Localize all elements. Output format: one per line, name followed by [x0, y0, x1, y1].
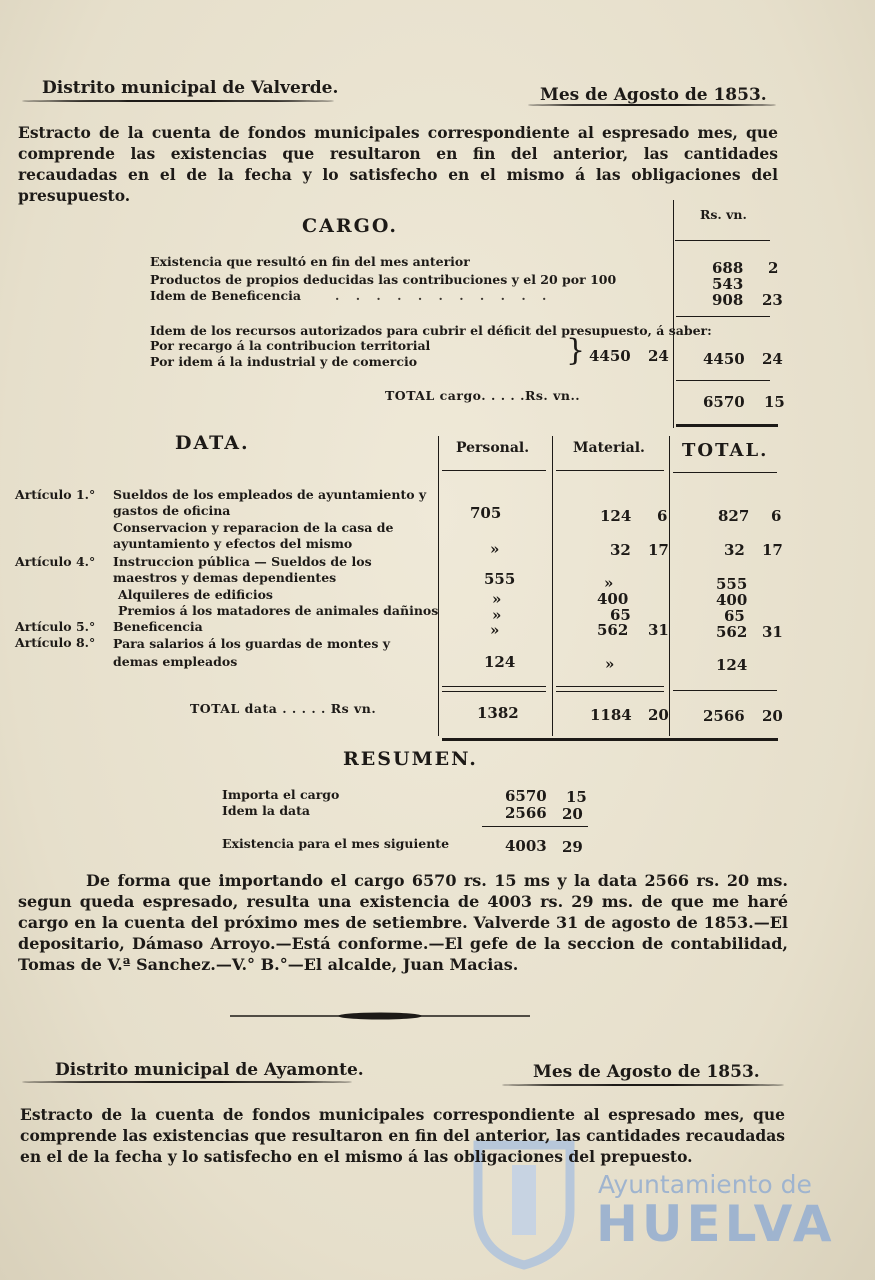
recursos-subtotal-rs: 4450 — [589, 347, 631, 365]
total-value: 555 — [716, 575, 748, 593]
cargo-row-ms: 2 — [768, 259, 779, 277]
total-ms: 17 — [762, 541, 783, 559]
total-ms: 6 — [771, 507, 782, 525]
total-ms: 31 — [762, 623, 783, 641]
intro-paragraph: Estracto de la cuenta de fondos municipales correspondiente al espresado mes, que comprende las existencias que resultaron en fin del anterior, las cantidades recaudadas en el de la fecha y lo satisfecho en el mismo á las obligaciones del presupuesto. — [18, 123, 778, 205]
data-title: DATA. — [175, 432, 250, 454]
recargo-label: Por recargo á la contribucion territorial — [150, 338, 431, 353]
closing-paragraph: De forma que importando el cargo 6570 rs. 15 ms y la data 2566 rs. 20 ms. segun queda espresado, resulta una existencia de 4003 rs. 29 ms. de que me haré cargo en la cuenta del próximo mes de setiembre. Valverde 31 de agosto de 1853.—El depositario, Dámaso Arroyo.—Está conforme.—El gefe de la seccion de contabilidad, Tomas de V.ª Sanchez.—V.° B.°—El alcalde, Juan Macias. — [18, 871, 788, 974]
data-total-material-ms: 20 — [648, 706, 669, 724]
material-value: » — [604, 574, 614, 592]
article-label: Artículo 8.° — [15, 635, 96, 650]
article-label: Artículo 1.° — [15, 487, 96, 502]
personal-value: 705 — [470, 504, 502, 522]
concept-label: Premios á los matadores de animales dañinos — [118, 603, 439, 618]
recursos-label: Idem de los recursos autorizados para cubrir el déficit del presupuesto, á saber: — [150, 323, 712, 338]
col-personal: Personal. — [456, 440, 530, 456]
col-material: Material. — [573, 440, 645, 456]
total-value: 827 — [718, 507, 750, 525]
resumen-data-rs: 2566 — [505, 804, 547, 822]
brace-icon: } — [566, 333, 586, 368]
cargo-row-rs: 688 — [712, 259, 744, 277]
district-title: Distrito municipal de Valverde. — [42, 78, 339, 98]
material-value: 65 — [610, 606, 631, 624]
article-label: Artículo 5.° — [15, 619, 96, 634]
concept-label: Conservacion y reparacion de la casa de ayuntamiento y efectos del mismo — [113, 520, 394, 551]
personal-value: 555 — [484, 570, 516, 588]
data-total-personal: 1382 — [477, 704, 519, 722]
recursos-subtotal-ms: 24 — [648, 347, 669, 365]
resumen-cargo-label: Importa el cargo — [222, 787, 340, 802]
cargo-total-ms: 15 — [764, 393, 785, 411]
resumen-title: RESUMEN. — [343, 748, 478, 770]
total-value: 124 — [716, 656, 748, 674]
personal-value: » — [490, 621, 500, 639]
total-value: 400 — [716, 591, 748, 609]
material-value: 562 — [597, 621, 629, 639]
concept-label: Sueldos de los empleados de ayuntamiento y gastos de oficina — [113, 487, 427, 518]
data-total-total: 2566 — [703, 707, 745, 725]
personal-value: » — [490, 540, 500, 558]
data-total-total-ms: 20 — [762, 707, 783, 725]
material-value: » — [605, 655, 615, 673]
cargo-row-ms: 23 — [762, 291, 783, 309]
material-value: 400 — [597, 590, 629, 608]
resumen-existencia-label: Existencia para el mes siguiente — [222, 836, 450, 851]
personal-value: » — [492, 606, 502, 624]
watermark-line1: Ayuntamiento de — [598, 1170, 812, 1199]
watermark-line2: HUELVA — [596, 1195, 836, 1253]
resumen-data-label: Idem la data — [222, 803, 311, 818]
personal-value: 124 — [484, 653, 516, 671]
ornamental-divider — [230, 1010, 530, 1022]
resumen-cargo-rs: 6570 — [505, 787, 547, 805]
cargo-total-rs: 6570 — [703, 393, 745, 411]
month-title-2: Mes de Agosto de 1853. — [533, 1062, 760, 1082]
total-value: 562 — [716, 623, 748, 641]
cargo-row-label: Idem de Beneficencia — [150, 288, 301, 303]
material-ms: 6 — [657, 507, 668, 525]
industrial-label: Por idem á la industrial y de comercio — [150, 354, 418, 369]
cargo-row-label: Productos de propios deducidas las contribuciones y el 20 por 100 — [150, 272, 617, 287]
newspaper-page: Ayuntamiento de HUELVA Distrito municipal de Valverde. Mes de Agosto de 1853. Estracto de la cuenta de fondos municipales correspondiente al espresado mes, que comprende las existencias que resultaron en fin del anterior, las cantidades recaudadas en el de la fecha y lo satisfecho en el mismo á las obligaciones del presupuesto. CARGO. Rs. vn. Existencia que resultó en fin del mes anterior 688 2 Productos de propios deducidas las contribuciones y el 20 por 100 543 Idem de Beneficencia 908 23 . . . . . . . . . . . Idem de los recursos autorizados para cubrir el déficit del presupuesto, á saber: Por recargo á la contribucion territorial Por idem á la industrial y de comercio } 4450 24 4450 24 TOTAL cargo. . . . .Rs. vn.. 6570 15 DATA. Personal. Material. TOTAL. Artículo 1.° Sueldos de los empleados de ayuntamiento y gastos de oficina 705 124 6 827 6 Conservacion y reparacion de la casa de ayuntamiento y efectos del mismo » 32 17 32 17 Artículo 4.° Instruccion pública — Sueldos de los maestros y demas dependientes 555 » 555 Alquileres de edificios » 400 400 Premios á los matadores de animales dañinos » 65 65 Artículo 5.° Beneficencia » 562 31 562 31 Artículo 8.° Para salarios á los guardas de montes y demas empleados 124 » 124 TOTAL data . . . . . Rs vn. 1382 1184 20 2566 20 RESUMEN. Importa el cargo 6570 15 Idem la data 2566 20 Existencia para el mes siguiente 4003 29 De forma que importando el cargo 6570 rs. 15 ms y la data 2566 rs. 20 ms. segun queda espresado, resulta una existencia de 4003 rs. 29 ms. de que me haré cargo en la cuenta del próximo mes de setiembre. Valverde 31 de agosto de 1853.—El depositario, Dámaso Arroyo.—Está conforme.—El gefe de la seccion de contabilidad, Tomas de V.ª Sanchez.—V.° B.°—El alcalde, Juan Macias. Distrito municipal de Ayamonte. Mes de Agosto de 1853. Estracto de la cuenta de fondos municipales correspondiente al espresado mes, que comprende las existencias que resultaron en fin del anterior, las cantidades recaudadas en el de la fecha y lo satisfecho en el mismo á las obligaciones del prepuesto. — [0, 0, 875, 1280]
data-total-material: 1184 — [590, 706, 632, 724]
concept-label: Para salarios á los guardas de montes y demas empleados — [113, 636, 390, 669]
recursos-ms: 24 — [762, 350, 783, 368]
material-value: 124 — [600, 507, 632, 525]
district-title-2: Distrito municipal de Ayamonte. — [55, 1060, 364, 1080]
recursos-rs: 4450 — [703, 350, 745, 368]
resumen-existencia-ms: 29 — [562, 838, 583, 856]
cargo-title: CARGO. — [302, 215, 398, 237]
month-title: Mes de Agosto de 1853. — [540, 85, 767, 105]
material-value: 32 — [610, 541, 631, 559]
col-total: TOTAL. — [682, 440, 769, 461]
total-value: 32 — [724, 541, 745, 559]
concept-label: Beneficencia — [113, 619, 203, 634]
concept-label: Alquileres de edificios — [118, 587, 273, 602]
material-ms: 17 — [648, 541, 669, 559]
data-total-label: TOTAL data . . . . . Rs vn. — [190, 701, 377, 716]
concept-label: Instruccion pública — Sueldos de los maestros y demas dependientes — [113, 554, 372, 585]
cargo-unit: Rs. vn. — [700, 207, 747, 222]
cargo-row-rs: 543 — [712, 275, 744, 293]
resumen-data-ms: 20 — [562, 805, 583, 823]
intro-paragraph-2: Estracto de la cuenta de fondos municipales correspondiente al espresado mes, que comprende las existencias que resultaron en fin del anterior, las cantidades recaudadas en el de la fecha y lo satisfecho en el mismo á las obligaciones del prepuesto. — [20, 1105, 785, 1166]
resumen-cargo-ms: 15 — [566, 788, 587, 806]
cargo-total-label: TOTAL cargo. . . . .Rs. vn.. — [385, 388, 581, 403]
personal-value: » — [492, 590, 502, 608]
cargo-row-label: Existencia que resultó en fin del mes anterior — [150, 254, 470, 269]
article-label: Artículo 4.° — [15, 554, 96, 569]
resumen-existencia-rs: 4003 — [505, 837, 547, 855]
cargo-row-rs: 908 — [712, 291, 744, 309]
total-value: 65 — [724, 607, 745, 625]
material-ms: 31 — [648, 621, 669, 639]
